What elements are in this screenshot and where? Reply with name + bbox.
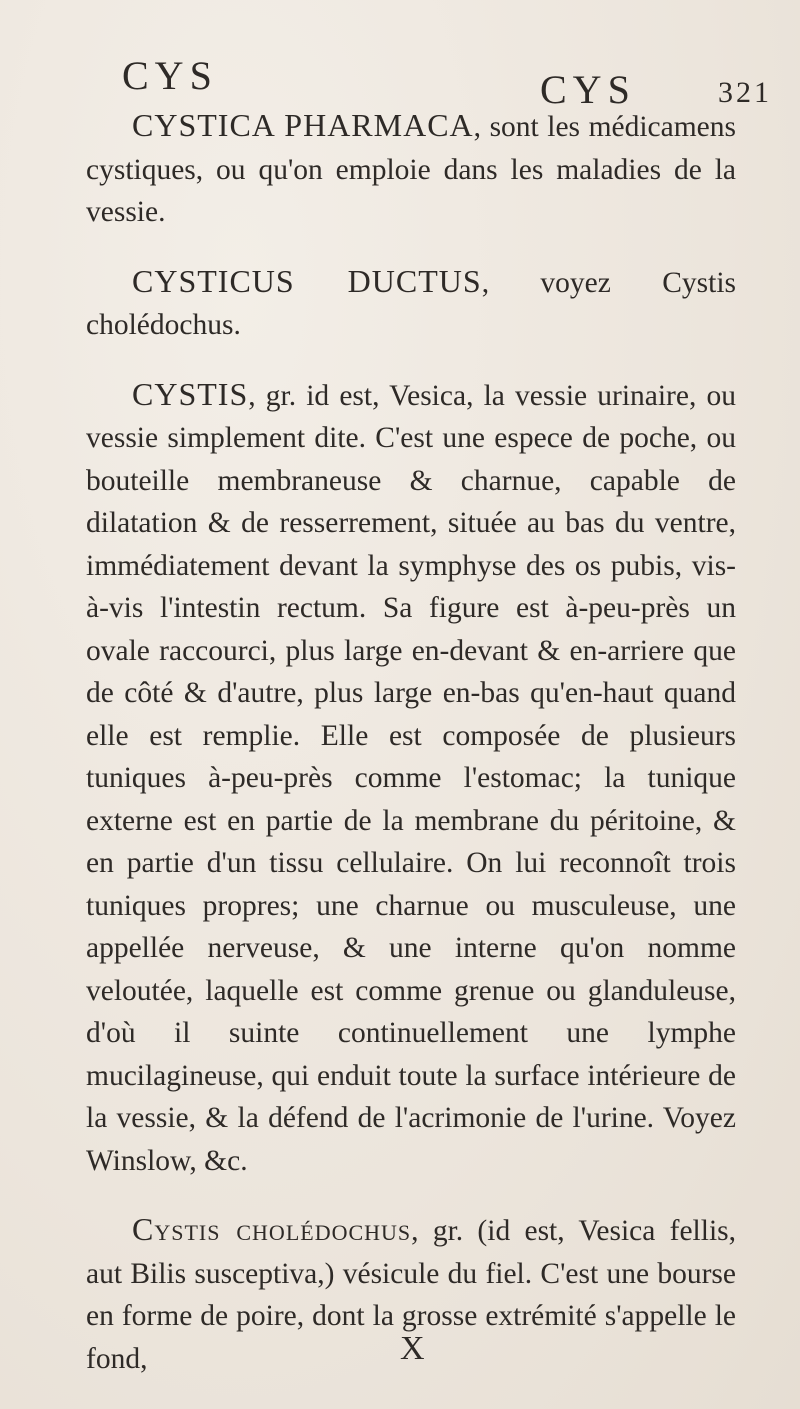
entry-headword: CYSTIS — [132, 375, 249, 412]
entry-headword: Cystis cholédochus — [132, 1211, 412, 1247]
header-left-word: CYS — [122, 53, 218, 98]
entry-headword: CYSTICA PHARMACA — [132, 107, 474, 143]
entry-headword: CYSTICUS DUCTUS — [132, 262, 482, 299]
entry-definition: , gr. id est, Vesica, la vessie urinaire, ou vessie simplement dite. C'est une espece de poche, ou bouteille membraneuse & charnue, capable de dilatation & de resserrement, située au bas du ventre, immédiatement devant la symphyse des os pubis, vis-à-vis l'intestin rectum. Sa figure est à-peu-près un ovale raccourci, plus large en-devant & en-arriere que de côté & d'autre, plus large en-bas qu'en-haut quand elle est remplie. Elle est composée de plusieurs tuniques à-peu-près comme l'estomac; la tunique externe est en partie de la membrane du péritoine, & en partie d'un tissu cellulaire. On lui reconnoît trois tuniques propres; une charnue ou musculeuse, une appellée nerveuse, & une interne qu'on nomme veloutée, laquelle est comme grenue ou glanduleuse, d'où il suinte continuellement une lymphe mucilagineuse, qui enduit toute la surface intérieure de la vessie, & la défend de l'acrimonie de l'urine. Voyez Winslow, &c. — [86, 379, 736, 1177]
running-header — [0, 52, 800, 112]
entry-definition: , voyez Cystis cholédochus. — [86, 266, 737, 341]
entry-cystica-pharmaca — [86, 104, 736, 234]
entry-cysticus-ductus — [86, 260, 736, 347]
signature-mark: X — [400, 1330, 425, 1367]
page-number: 321 — [718, 76, 772, 109]
entry-definition: , gr. (id est, Vesica fellis, aut Bilis susceptiva,) vésicule du fiel. C'est une bourse en forme de poire, dont la grosse extrémité s'appelle le fond, — [86, 1215, 736, 1375]
entry-definition: , sont les médicamens cystiques, ou qu'on emploie dans les maladies de la vessie. — [86, 111, 737, 228]
dictionary-text — [86, 104, 736, 1406]
header-right-word: CYS — [540, 67, 636, 112]
entry-cystis — [86, 373, 736, 1183]
